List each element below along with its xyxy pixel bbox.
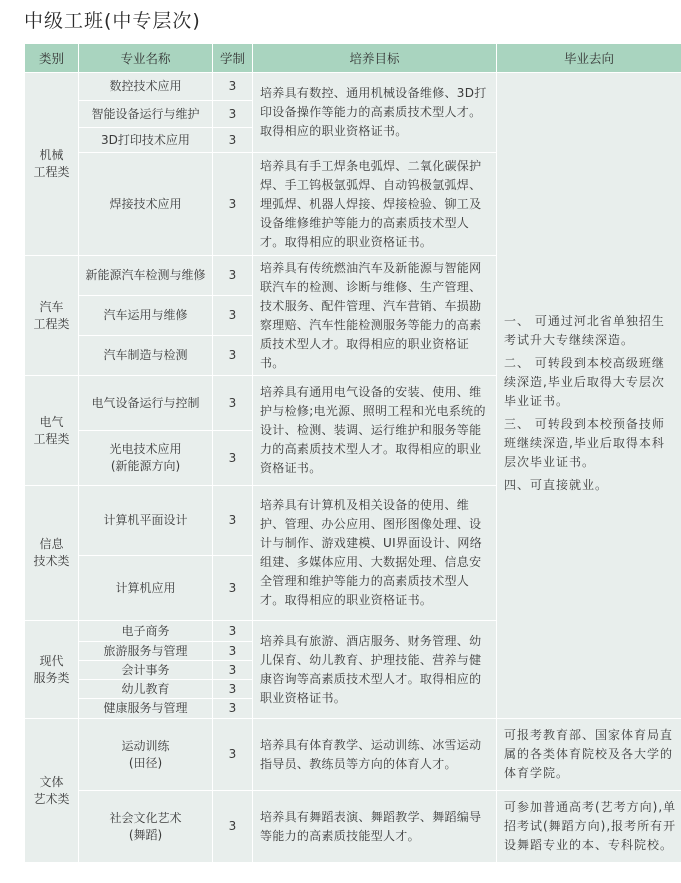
destination-item: 一、 可通过河北省单独招生考试升大专继续深造。 [504, 314, 665, 347]
major-years: 3 [213, 791, 253, 863]
program-table [24, 43, 681, 863]
category-label: 服务类 [33, 670, 70, 685]
major-years: 3 [213, 336, 253, 376]
destination-item: 四、可直接就业。 [504, 478, 609, 492]
major-name [79, 73, 213, 101]
major-name-line: 幼儿教育 [121, 681, 170, 696]
category-label: 工程类 [33, 431, 70, 446]
training-goal: 培养具有传统燃油汽车及新能源与智能网联汽车的检测、诊断与维修、生产管理、技术服务、配件管理、汽车营销、车损勘察理赔、汽车性能检测服务等能力的高素质技术型人才。取得相应的职业资格证书。 [253, 256, 497, 376]
training-goal: 培养具有旅游、酒店服务、财务管理、幼儿保育、幼儿教育、护理技能、营养与健康咨询等高素质技术型人才。取得相应的职业资格证书。 [253, 621, 497, 719]
major-name-line: (新能源方向) [110, 459, 181, 473]
page-title: 中级工班(中专层次) [24, 10, 201, 32]
header-destination: 毕业去向 [497, 44, 681, 73]
major-years: 3 [213, 153, 253, 256]
major-years: 3 [213, 699, 253, 719]
major-years: 3 [213, 256, 253, 296]
major-years: 3 [213, 296, 253, 336]
category-cell [25, 376, 79, 486]
training-goal: 培养具有计算机及相关设备的使用、维护、管理、办公应用、图形图像处理、设计与制作、游戏建模、UI界面设计、网络组建、多媒体应用、大数据处理、信息安全管理和维护等能力的高素质技术型人才。取得相应的职业资格证书。 [253, 486, 497, 621]
major-years: 3 [213, 101, 253, 128]
shared-graduation-destination [497, 73, 681, 719]
major-name [79, 680, 213, 699]
major-name-line: 会计事务 [121, 662, 170, 677]
major-name [79, 661, 213, 680]
major-name [79, 642, 213, 661]
major-name-line: 运动训练 [121, 738, 170, 753]
header-goal: 培养目标 [253, 44, 497, 73]
category-cell [25, 256, 79, 376]
major-name [79, 376, 213, 431]
category-label: 文体 [39, 774, 64, 789]
major-name [79, 296, 213, 336]
table-header-row [25, 44, 681, 73]
table-row [25, 791, 681, 863]
major-name [79, 699, 213, 719]
major-name-line: 新能源汽车检测与维修 [85, 268, 206, 282]
category-cell [25, 719, 79, 863]
major-name [79, 128, 213, 153]
category-label: 工程类 [33, 316, 70, 331]
graduation-destination: 可报考教育部、国家体育局直属的各类体育院校及各大学的体育学院。 [497, 719, 681, 791]
header-years: 学制 [213, 44, 253, 73]
major-name-line: (田径) [128, 755, 163, 770]
major-name-line: 汽车运用与维修 [103, 308, 188, 322]
major-name-line: 焊接技术应用 [109, 196, 182, 211]
major-name [79, 719, 213, 791]
major-name [79, 256, 213, 296]
major-years: 3 [213, 486, 253, 556]
major-years: 3 [213, 661, 253, 680]
graduation-destination: 可参加普通高考(艺考方向),单招考试(舞蹈方向),报考所有开设舞蹈专业的本、专科院校。 [497, 791, 681, 863]
major-years: 3 [213, 128, 253, 153]
category-label: 工程类 [33, 165, 70, 179]
category-label: 电气 [39, 414, 64, 429]
major-name-line: 汽车制造与检测 [103, 348, 188, 362]
table-row [25, 73, 681, 101]
training-goal: 培养具有数控、通用机械设备维修、3D打印设备操作等能力的高素质技术型人才。取得相应的职业资格证书。 [253, 73, 497, 153]
major-years: 3 [213, 719, 253, 791]
header-category: 类别 [25, 44, 79, 73]
category-label: 汽车 [39, 299, 64, 314]
major-name-line: 健康服务与管理 [103, 701, 188, 715]
major-years: 3 [213, 73, 253, 101]
major-years: 3 [213, 376, 253, 431]
major-name [79, 431, 213, 486]
table-row [25, 719, 681, 791]
major-name-line: 旅游服务与管理 [103, 643, 188, 658]
major-name [79, 486, 213, 556]
major-name-line: (舞蹈) [128, 827, 163, 842]
training-goal: 培养具有通用电气设备的安装、使用、维护与检修;电光源、照明工程和光电系统的设计、检测、装调、运行维护和服务等能力的高素质技术型人才。取得相应的职业资格证书。 [253, 376, 497, 486]
major-name-line: 光电技术应用 [109, 442, 182, 456]
category-label: 信息 [39, 537, 64, 551]
major-name [79, 153, 213, 256]
category-label: 技术类 [33, 554, 70, 568]
major-name-line: 计算机平面设计 [103, 513, 188, 527]
major-years: 3 [213, 431, 253, 486]
major-name-line: 智能设备运行与维护 [91, 106, 200, 121]
major-years: 3 [213, 556, 253, 621]
major-name [79, 101, 213, 128]
category-label: 艺术类 [33, 791, 70, 806]
category-cell [25, 621, 79, 719]
category-label: 现代 [39, 653, 64, 668]
training-goal: 培养具有手工焊条电弧焊、二氧化碳保护焊、手工钨极氩弧焊、自动钨极氩弧焊、埋弧焊、机器人焊接、焊接检验、铆工及设备维修维护等能力的高素质技术型人才。取得相应的职业资格证书。 [253, 153, 497, 256]
destination-item: 二、 可转段到本校高级班继续深造,毕业后取得大专层次毕业证书。 [504, 356, 665, 408]
major-name [79, 621, 213, 642]
major-name-line: 社会文化艺术 [109, 810, 182, 825]
major-years: 3 [213, 621, 253, 642]
destination-item: 三、 可转段到本校预备技师班继续深造,毕业后取得本科层次毕业证书。 [504, 417, 665, 469]
header-major: 专业名称 [79, 44, 213, 73]
major-name-line: 3D打印技术应用 [101, 132, 190, 147]
major-name [79, 791, 213, 863]
training-goal: 培养具有体育教学、运动训练、冰雪运动指导员、教练员等方向的体育人才。 [253, 719, 497, 791]
major-name-line: 计算机应用 [115, 580, 176, 595]
major-name-line: 电子商务 [121, 623, 170, 638]
training-goal: 培养具有舞蹈表演、舞蹈教学、舞蹈编导等能力的高素质技能型人才。 [253, 791, 497, 863]
category-label: 机械 [39, 148, 64, 162]
major-name-line: 数控技术应用 [109, 79, 182, 93]
major-name-line: 电气设备运行与控制 [91, 395, 200, 410]
major-name [79, 556, 213, 621]
major-name [79, 336, 213, 376]
major-years: 3 [213, 680, 253, 699]
category-cell [25, 73, 79, 256]
major-years: 3 [213, 642, 253, 661]
category-cell [25, 486, 79, 621]
